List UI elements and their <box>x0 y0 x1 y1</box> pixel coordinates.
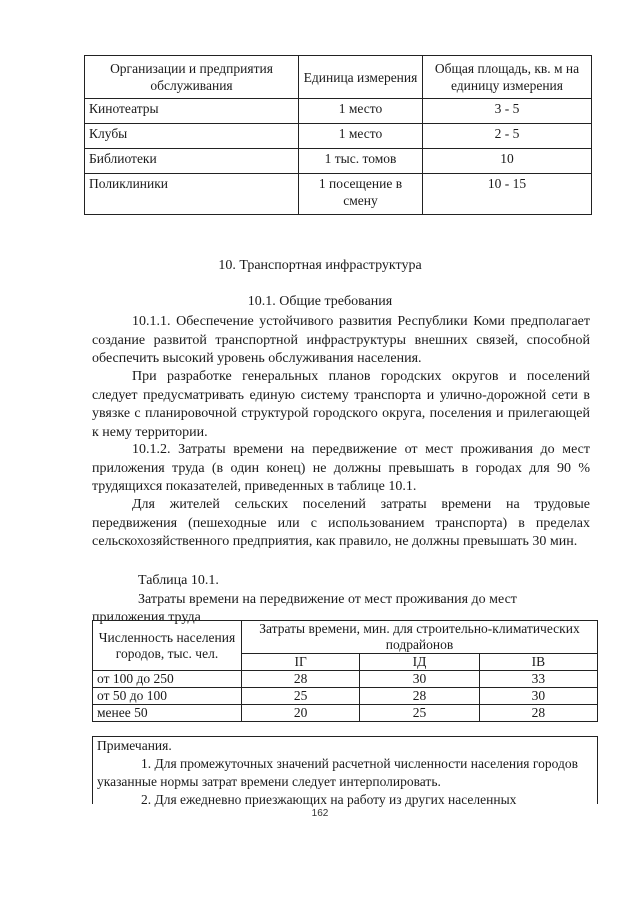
table-cell: 30 <box>360 671 479 688</box>
table-cell: 25 <box>360 705 479 722</box>
table-row <box>85 149 592 174</box>
table-cell: 1 посещение в смену <box>299 174 423 215</box>
table-cell: 10 - 15 <box>423 174 592 215</box>
table-group-header: Затраты времени, мин. для строительно-климатических подрайонов <box>242 621 598 654</box>
table-header-cell: Численность населения городов, тыс. чел. <box>93 621 242 671</box>
table-caption: Таблица 10.1. <box>138 573 219 588</box>
table-cell: от 100 до 250 <box>93 671 242 688</box>
table-subtitle: Затраты времени на передвижение от мест проживания до мест приложения труда <box>92 592 517 625</box>
note-item: 1. Для промежуточных значений расчетной численности населения городов указанные нормы затрат времени следует интерполировать. <box>97 756 578 789</box>
table-cell: 30 <box>479 688 597 705</box>
table-row <box>93 688 598 705</box>
table-row <box>85 99 592 124</box>
table-cell: Кинотеатры <box>85 99 299 124</box>
table-row <box>85 174 592 215</box>
table-cell: 28 <box>479 705 597 722</box>
commute-time-table <box>92 620 598 722</box>
table-cell: 1 место <box>299 124 423 149</box>
table-cell: Поликлиники <box>85 174 299 215</box>
table-cell: 28 <box>242 671 360 688</box>
table-cell: Библиотеки <box>85 149 299 174</box>
table-row <box>85 124 592 149</box>
table-row <box>93 671 598 688</box>
services-area-table <box>84 55 592 215</box>
notes-title: Примечания. <box>97 738 172 753</box>
table-cell: 20 <box>242 705 360 722</box>
note-item: 2. Для ежедневно приезжающих на работу из других населенных <box>141 792 517 807</box>
table-header-row <box>93 621 598 654</box>
table-header-cell: Общая площадь, кв. м на единицу измерения <box>423 56 592 99</box>
table-cell: 25 <box>242 688 360 705</box>
subsection-title: 10.1. Общие требования <box>247 294 393 309</box>
paragraph: Для жителей сельских поселений затраты времени на трудовые передвижения (пешеходные или с использованием транспорта) в пределах сельскохозяйственного предприятия, как правило, не должны превышать 30 мин. <box>92 497 590 549</box>
table-header-cell: IГ <box>242 654 360 671</box>
table-header-cell: Единица измерения <box>299 56 423 99</box>
section-title: 10. Транспортная инфраструктура <box>218 258 422 273</box>
paragraph: 10.1.2. Затраты времени на передвижение от мест проживания до мест приложения труда (в один конец) не должны превышать в городах для 90 % трудящихся показателей, приведенных в таблице 10.1. <box>92 442 590 494</box>
table-cell: 28 <box>360 688 479 705</box>
table-cell: 3 - 5 <box>423 99 592 124</box>
table-cell: Клубы <box>85 124 299 149</box>
table-cell: 10 <box>423 149 592 174</box>
table-cell: 1 тыс. томов <box>299 149 423 174</box>
paragraph: При разработке генеральных планов городских округов и поселений следует предусматривать единую систему транспорта и улично-дорожной сети в увязке с планировочной структурой городского округа, поселения и прилегающей к нему территории. <box>92 369 590 440</box>
table-notes <box>92 736 598 807</box>
table-row <box>93 705 598 722</box>
table-header-cell: IД <box>360 654 479 671</box>
table-cell: от 50 до 100 <box>93 688 242 705</box>
table-cell: менее 50 <box>93 705 242 722</box>
paragraph: 10.1.1. Обеспечение устойчивого развития Республики Коми предполагает создание развитой транспортной инфраструктуры внешних связей, способной обеспечить высокий уровень обслуживания населения. <box>92 314 590 366</box>
table-header-cell: Организации и предприятия обслуживания <box>85 56 299 99</box>
table-cell: 2 - 5 <box>423 124 592 149</box>
table-header-row <box>85 56 592 99</box>
table-cell: 33 <box>479 671 597 688</box>
table-header-cell: IВ <box>479 654 597 671</box>
table-cell: 1 место <box>299 99 423 124</box>
page-number: 162 <box>311 808 329 819</box>
